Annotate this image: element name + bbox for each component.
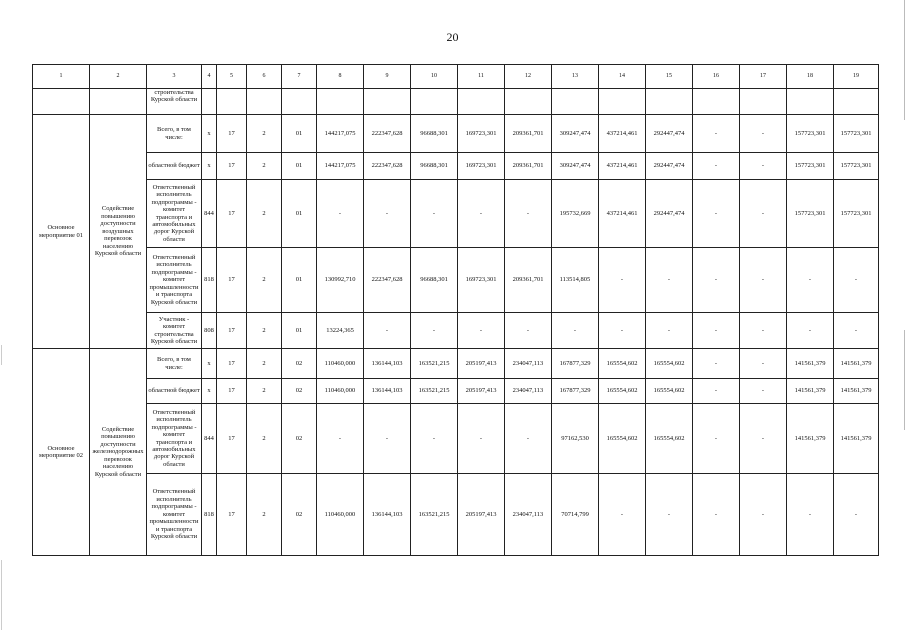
- value-cell: 136144,103: [364, 474, 411, 556]
- value-cell: -: [646, 474, 693, 556]
- header-cell: 10: [411, 65, 458, 89]
- value-cell: 165554,602: [599, 404, 646, 474]
- value-cell: 141561,379: [787, 349, 834, 379]
- row-label: областной бюджет: [147, 153, 202, 180]
- value-cell: -: [599, 313, 646, 349]
- value-cell: -: [364, 180, 411, 248]
- value-cell: -: [740, 349, 787, 379]
- value-cell: -: [834, 313, 879, 349]
- value-cell: -: [411, 313, 458, 349]
- value-cell: -: [317, 404, 364, 474]
- value-cell: 165554,602: [646, 404, 693, 474]
- header-cell: 3: [147, 65, 202, 89]
- value-cell: -: [458, 180, 505, 248]
- value-cell: -: [740, 115, 787, 153]
- table-row: [33, 313, 879, 349]
- value-cell: 144217,075: [317, 153, 364, 180]
- value-cell: 167877,329: [552, 349, 599, 379]
- event-cell: Основное мероприятие 01: [33, 115, 90, 349]
- value-cell: -: [787, 313, 834, 349]
- value-cell: -: [693, 115, 740, 153]
- value-cell: 234047,113: [505, 349, 552, 379]
- code-cell: 17: [217, 404, 247, 474]
- header-cell: 15: [646, 65, 693, 89]
- code-cell: 2: [247, 474, 282, 556]
- header-cell: 1: [33, 65, 90, 89]
- value-cell: -: [834, 474, 879, 556]
- value-cell: -: [740, 180, 787, 248]
- continuation-label: строительства Курской области: [147, 89, 202, 115]
- value-cell: 141561,379: [834, 404, 879, 474]
- value-cell: -: [317, 180, 364, 248]
- header-cell: 13: [552, 65, 599, 89]
- value-cell: 157723,301: [787, 180, 834, 248]
- row-label: Участник - комитет строительства Курской области: [147, 313, 202, 349]
- value-cell: -: [740, 313, 787, 349]
- row-label: областной бюджет: [147, 379, 202, 404]
- header-cell: 9: [364, 65, 411, 89]
- code-cell: х: [202, 153, 217, 180]
- page-number: 20: [446, 30, 459, 44]
- code-cell: 17: [217, 180, 247, 248]
- value-cell: -: [740, 379, 787, 404]
- value-cell: 110460,000: [317, 349, 364, 379]
- value-cell: 209361,701: [505, 153, 552, 180]
- header-row: [33, 65, 879, 89]
- code-cell: 17: [217, 379, 247, 404]
- value-cell: -: [646, 248, 693, 313]
- value-cell: -: [505, 404, 552, 474]
- value-cell: -: [693, 379, 740, 404]
- header-cell: 18: [787, 65, 834, 89]
- value-cell: -: [552, 313, 599, 349]
- value-cell: -: [693, 474, 740, 556]
- value-cell: 113514,805: [552, 248, 599, 313]
- value-cell: 234047,113: [505, 379, 552, 404]
- row-label: Ответственный исполнитель подпрограммы - комитет промышленности и транспорта Курской области: [147, 474, 202, 556]
- value-cell: -: [693, 404, 740, 474]
- value-cell: 110460,000: [317, 379, 364, 404]
- value-cell: 130992,710: [317, 248, 364, 313]
- value-cell: -: [740, 474, 787, 556]
- table-row: [33, 180, 879, 248]
- code-cell: 2: [247, 153, 282, 180]
- table-row: [33, 474, 879, 556]
- code-cell: 844: [202, 404, 217, 474]
- code-cell: 2: [247, 248, 282, 313]
- code-cell: х: [202, 379, 217, 404]
- value-cell: 163521,215: [411, 379, 458, 404]
- value-cell: 309247,474: [552, 115, 599, 153]
- value-cell: -: [834, 248, 879, 313]
- value-cell: -: [599, 248, 646, 313]
- code-cell: 2: [247, 180, 282, 248]
- value-cell: 157723,301: [787, 153, 834, 180]
- code-cell: х: [202, 115, 217, 153]
- code-cell: 818: [202, 474, 217, 556]
- row-label: Ответственный исполнитель подпрограммы - комитет транспорта и автомобильных дорог Курской области: [147, 180, 202, 248]
- value-cell: 144217,075: [317, 115, 364, 153]
- value-cell: -: [411, 404, 458, 474]
- header-cell: 17: [740, 65, 787, 89]
- code-cell: 17: [217, 248, 247, 313]
- header-cell: 7: [282, 65, 317, 89]
- scan-edge-mark: [1, 345, 2, 365]
- value-cell: 157723,301: [834, 115, 879, 153]
- code-cell: х: [202, 349, 217, 379]
- header-cell: 19: [834, 65, 879, 89]
- table-row: [33, 349, 879, 379]
- header-cell: 14: [599, 65, 646, 89]
- value-cell: 222347,628: [364, 115, 411, 153]
- value-cell: 437214,461: [599, 115, 646, 153]
- code-cell: 818: [202, 248, 217, 313]
- value-cell: 437214,461: [599, 153, 646, 180]
- code-cell: 2: [247, 404, 282, 474]
- value-cell: 292447,474: [646, 180, 693, 248]
- value-cell: -: [364, 313, 411, 349]
- value-cell: 141561,379: [834, 349, 879, 379]
- code-cell: 17: [217, 115, 247, 153]
- value-cell: -: [740, 153, 787, 180]
- value-cell: -: [787, 248, 834, 313]
- value-cell: 234047,113: [505, 474, 552, 556]
- value-cell: 222347,628: [364, 153, 411, 180]
- value-cell: 167877,329: [552, 379, 599, 404]
- value-cell: 141561,379: [834, 379, 879, 404]
- budget-table: [32, 64, 879, 556]
- header-cell: 4: [202, 65, 217, 89]
- header-cell: 16: [693, 65, 740, 89]
- value-cell: 309247,474: [552, 153, 599, 180]
- header-cell: 8: [317, 65, 364, 89]
- row-label: Ответственный исполнитель подпрограммы - комитет промышленности и транспорта Курской области: [147, 248, 202, 313]
- code-cell: 844: [202, 180, 217, 248]
- value-cell: 292447,474: [646, 115, 693, 153]
- value-cell: 13224,365: [317, 313, 364, 349]
- header-cell: 12: [505, 65, 552, 89]
- code-cell: 02: [282, 474, 317, 556]
- code-cell: 17: [217, 349, 247, 379]
- value-cell: 163521,215: [411, 349, 458, 379]
- value-cell: 205197,413: [458, 349, 505, 379]
- code-cell: 17: [217, 153, 247, 180]
- continuation-row: [33, 89, 879, 115]
- value-cell: 165554,602: [599, 349, 646, 379]
- code-cell: 02: [282, 349, 317, 379]
- value-cell: 157723,301: [834, 153, 879, 180]
- value-cell: 96688,301: [411, 153, 458, 180]
- scan-edge-mark: [1, 560, 2, 630]
- value-cell: -: [646, 313, 693, 349]
- code-cell: 2: [247, 379, 282, 404]
- code-cell: 01: [282, 153, 317, 180]
- event-cell: Основное мероприятие 02: [33, 349, 90, 556]
- table-row: [33, 404, 879, 474]
- value-cell: 136144,103: [364, 349, 411, 379]
- code-cell: 2: [247, 313, 282, 349]
- code-cell: 2: [247, 115, 282, 153]
- table-row: [33, 115, 879, 153]
- value-cell: 97162,530: [552, 404, 599, 474]
- code-cell: 17: [217, 474, 247, 556]
- header-cell: 11: [458, 65, 505, 89]
- table-row: [33, 153, 879, 180]
- value-cell: 136144,103: [364, 379, 411, 404]
- value-cell: 292447,474: [646, 153, 693, 180]
- row-label: Ответственный исполнитель подпрограммы - комитет транспорта и автомобильных дорог Курской области: [147, 404, 202, 474]
- value-cell: 157723,301: [787, 115, 834, 153]
- value-cell: -: [458, 313, 505, 349]
- value-cell: -: [740, 248, 787, 313]
- value-cell: 209361,701: [505, 115, 552, 153]
- code-cell: 02: [282, 379, 317, 404]
- value-cell: -: [505, 180, 552, 248]
- code-cell: 02: [282, 404, 317, 474]
- value-cell: 70714,799: [552, 474, 599, 556]
- code-cell: 01: [282, 313, 317, 349]
- value-cell: -: [787, 474, 834, 556]
- value-cell: -: [411, 180, 458, 248]
- value-cell: -: [364, 404, 411, 474]
- value-cell: 437214,461: [599, 180, 646, 248]
- code-cell: 01: [282, 248, 317, 313]
- table-row: [33, 379, 879, 404]
- row-label: Всего, в том числе:: [147, 115, 202, 153]
- value-cell: -: [505, 313, 552, 349]
- value-cell: 110460,000: [317, 474, 364, 556]
- value-cell: 141561,379: [787, 404, 834, 474]
- table-row: [33, 248, 879, 313]
- code-cell: 808: [202, 313, 217, 349]
- value-cell: 222347,628: [364, 248, 411, 313]
- code-cell: 01: [282, 180, 317, 248]
- value-cell: 195732,669: [552, 180, 599, 248]
- value-cell: 205197,413: [458, 379, 505, 404]
- value-cell: 169723,301: [458, 115, 505, 153]
- goal-cell: Содействие повышению доступности воздушных перевозок населению Курской области: [90, 115, 147, 349]
- value-cell: 205197,413: [458, 474, 505, 556]
- header-cell: 5: [217, 65, 247, 89]
- value-cell: -: [693, 349, 740, 379]
- value-cell: 141561,379: [787, 379, 834, 404]
- value-cell: 169723,301: [458, 153, 505, 180]
- header-cell: 2: [90, 65, 147, 89]
- value-cell: 165554,602: [646, 379, 693, 404]
- value-cell: -: [693, 153, 740, 180]
- goal-cell: Содействие повышению доступности железнодорожных перевозок населению Курской области: [90, 349, 147, 556]
- value-cell: 165554,602: [646, 349, 693, 379]
- value-cell: 96688,301: [411, 248, 458, 313]
- value-cell: 165554,602: [599, 379, 646, 404]
- value-cell: 209361,701: [505, 248, 552, 313]
- value-cell: 96688,301: [411, 115, 458, 153]
- value-cell: -: [599, 474, 646, 556]
- value-cell: -: [693, 248, 740, 313]
- value-cell: -: [693, 180, 740, 248]
- value-cell: 163521,215: [411, 474, 458, 556]
- value-cell: 157723,301: [834, 180, 879, 248]
- value-cell: 169723,301: [458, 248, 505, 313]
- header-cell: 6: [247, 65, 282, 89]
- code-cell: 01: [282, 115, 317, 153]
- value-cell: -: [693, 313, 740, 349]
- value-cell: -: [458, 404, 505, 474]
- code-cell: 17: [217, 313, 247, 349]
- code-cell: 2: [247, 349, 282, 379]
- value-cell: -: [740, 404, 787, 474]
- row-label: Всего, в том числе:: [147, 349, 202, 379]
